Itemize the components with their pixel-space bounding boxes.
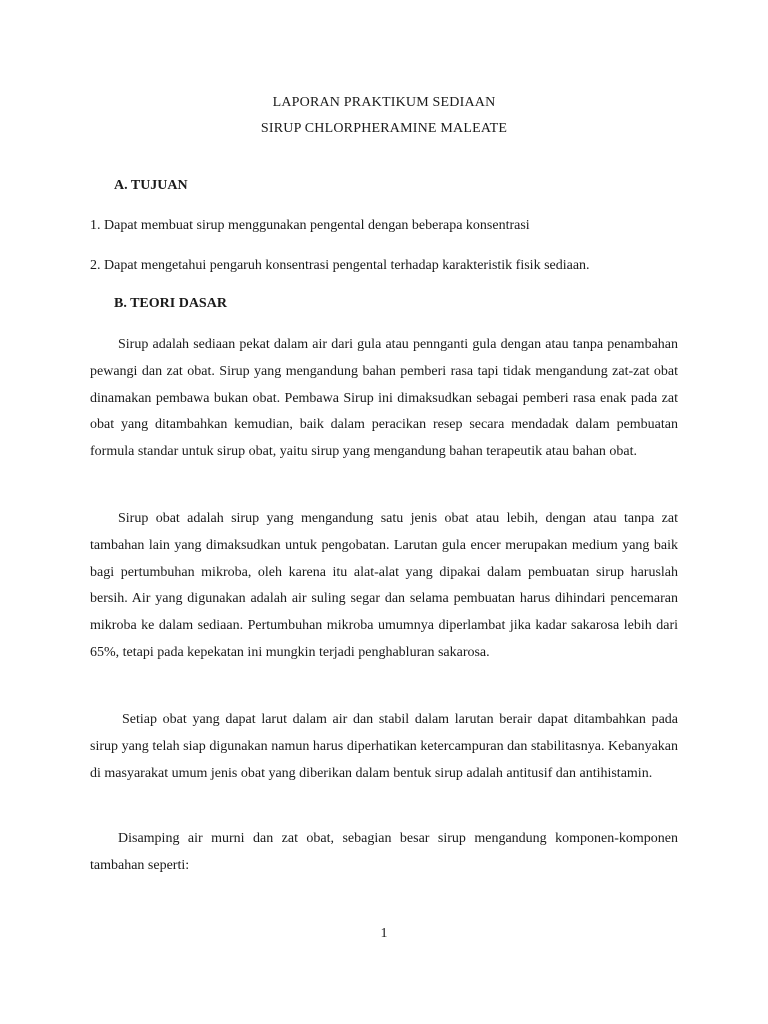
theory-paragraph-1-text: Sirup adalah sediaan pekat dalam air dari gula atau pennganti gula dengan atau tanpa penambahan pewangi dan zat obat. Sirup yang mengandung bahan pemberi rasa tapi tidak mengandung zat-zat obat dinamakan pembawa bukan obat. Pembawa Sirup ini dimaksudkan sebagai pemberi rasa enak pada zat obat yang ditambahkan kemudian, baik dalam peracikan resep secara mendadak dalam pembuatan formula standar untuk sirup obat, yaitu sirup yang mengandung bahan terapeutik atau bahan obat. <box>90 337 678 460</box>
theory-paragraph-1 <box>90 332 678 466</box>
theory-paragraph-4 <box>90 826 678 880</box>
objective-item-1: 1. Dapat membuat sirup menggunakan pengental dengan beberapa konsentrasi <box>90 218 530 233</box>
document-title-line-1: LAPORAN PRAKTIKUM SEDIAAN <box>272 95 496 110</box>
document-title-line-2: SIRUP CHLORPHERAMINE MALEATE <box>260 121 508 136</box>
theory-paragraph-3-text: Setiap obat yang dapat larut dalam air dan stabil dalam larutan berair dapat ditambahkan pada sirup yang telah siap digunakan namun harus diperhatikan ketercampuran dan stabilitasnya. Kebanyakan di masyarakat umum jenis obat yang diberikan dalam bentuk sirup adalah antitusif dan antihistamin. <box>90 712 678 781</box>
theory-paragraph-2-text: Sirup obat adalah sirup yang mengandung satu jenis obat atau lebih, dengan atau tanpa zat tambahan lain yang dimaksudkan untuk pengobatan. Larutan gula encer merupakan medium yang baik bagi pertumbuhan mikroba, oleh karena itu alat-alat yang dipakai dalam pembuatan sirup haruslah bersih. Air yang digunakan adalah air suling segar dan selama pembuatan harus dihindari pencemaran mikroba ke dalam sediaan. Pertumbuhan mikroba umumnya diperlambat jika kadar sakarosa lebih dari 65%, tetapi pada kepekatan ini mungkin terjadi penghabluran sakarosa. <box>90 511 678 660</box>
objective-item-2: 2. Dapat mengetahui pengaruh konsentrasi pengental terhadap karakteristik fisik sediaan. <box>90 258 590 273</box>
page-number: 1 <box>380 926 388 941</box>
theory-paragraph-4-text: Disamping air murni dan zat obat, sebagian besar sirup mengandung komponen-komponen tambahan seperti: <box>90 831 678 873</box>
theory-paragraph-2 <box>90 506 678 667</box>
theory-paragraph-3 <box>90 707 678 787</box>
section-a-heading: A. TUJUAN <box>114 178 188 193</box>
section-b-heading: B. TEORI DASAR <box>114 296 227 311</box>
